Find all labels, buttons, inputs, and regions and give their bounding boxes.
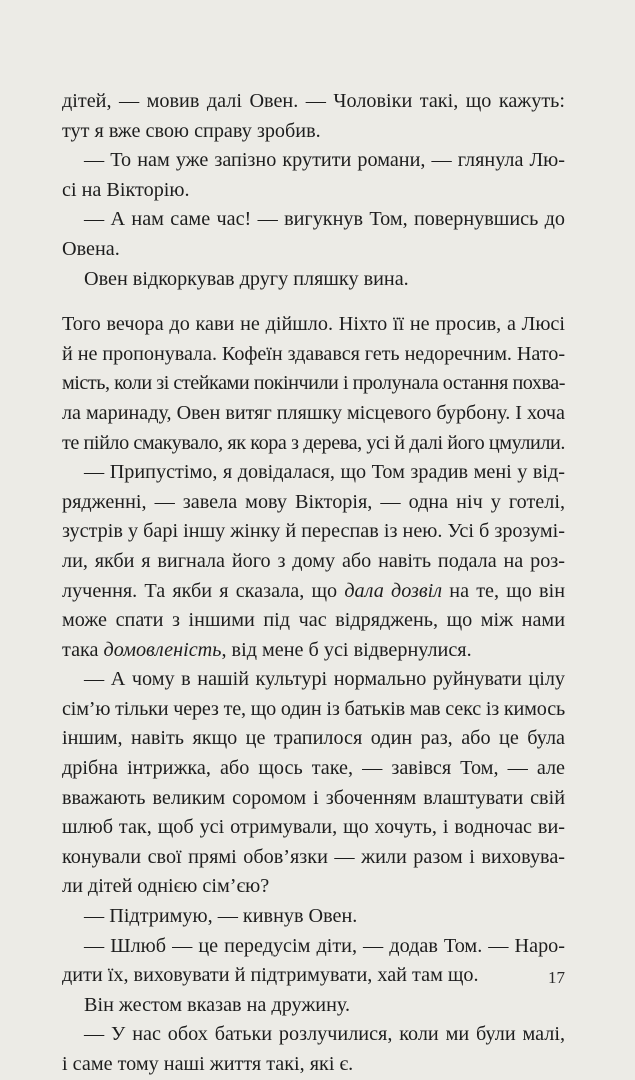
- text-line: — А нам саме час! — вигукнув Том, повернувшись до: [84, 208, 565, 231]
- emphasis-text: дала дозвіл: [344, 579, 443, 602]
- section-break: [62, 294, 565, 310]
- text-line: Овена.: [62, 237, 120, 260]
- body-text: [62, 87, 565, 1080]
- text-line: шлюб так, щоб усі отримували, що хочуть, і водночас ви-: [62, 816, 565, 839]
- text-line: рядженні, — завела мову Вікторія, — одна ніч у готелі,: [62, 490, 565, 513]
- text-line: мість, коли зі стейками покінчили і пролунала остання похва-: [62, 372, 565, 395]
- page-number: 17: [548, 968, 565, 987]
- text-line: й не пропонувала. Кофеїн здавався геть недоречним. Нато-: [62, 342, 565, 365]
- text-line: — У нас обох батьки розлучилися, коли ми були малі,: [84, 1023, 565, 1046]
- text-line: [62, 577, 565, 607]
- emphasis-text: домовленість: [103, 638, 222, 661]
- text-segment: на те, що він: [442, 579, 565, 602]
- text-line: дрібна інтрижка, або щось таке, — завівся Том, — але: [62, 757, 565, 780]
- text-segment: лучення. Та якби я сказала, що: [62, 579, 345, 602]
- text-line: — Підтримую, — кивнув Овен.: [84, 905, 358, 928]
- text-segment: така: [62, 638, 104, 661]
- text-line: вважають великим соромом і збоченням влаштувати свій: [62, 786, 565, 809]
- text-line: — То нам уже запізно крутити романи, — глянула Лю-: [84, 149, 565, 172]
- text-line: Того вечора до кави не дійшло. Ніхто її не просив, а Люсі: [62, 313, 565, 336]
- text-line: тут я вже свою справу зробив.: [62, 119, 321, 142]
- text-line: дити їх, виховувати й підтримувати, хай там що.: [62, 964, 479, 987]
- text-line: і саме тому наші життя такі, які є.: [62, 1053, 354, 1075]
- text-line: ли дітей однією сім’єю?: [62, 875, 270, 898]
- text-line: сім’ю тільки через те, що один із батьків мав секс із кимось: [62, 697, 565, 720]
- text-line: конували свої прямі обов’язки — жили разом і виховува-: [62, 845, 565, 868]
- text-line: сі на Вікторію.: [62, 178, 190, 201]
- text-line: — Припустімо, я довідалася, що Том зрадив мені у від-: [84, 461, 565, 484]
- text-line: те пійло смакувало, як кора з дерева, усі й далі його цмулили.: [62, 431, 565, 454]
- text-line: дітей, — мовив далі Овен. — Чоловіки такі, що кажуть:: [62, 90, 565, 112]
- text-line: — Шлюб — це передусім діти, — додав Том. — Наро-: [84, 934, 565, 957]
- text-line: зустрів у барі іншу жінку й переспав із нею. Усі б зрозумі-: [62, 520, 565, 543]
- text-line: ли, якби я вигнала його з дому або навіть подала на роз-: [62, 549, 565, 572]
- text-line: [62, 636, 565, 666]
- text-segment: , від мене б усі відвернулися.: [221, 638, 472, 661]
- text-line: Овен відкоркував другу пляшку вина.: [84, 267, 409, 290]
- text-line: Він жестом вказав на дружину.: [84, 993, 351, 1016]
- text-line: може спати з іншими під час відряджень, що між нами: [62, 609, 565, 632]
- text-line: іншим, навіть якщо це трапилося один раз, або це була: [62, 727, 565, 750]
- text-line: — А чому в нашій культурі нормально руйнувати цілу: [84, 668, 565, 691]
- text-line: ла маринаду, Овен витяг пляшку місцевого бурбону. І хоча: [62, 401, 565, 424]
